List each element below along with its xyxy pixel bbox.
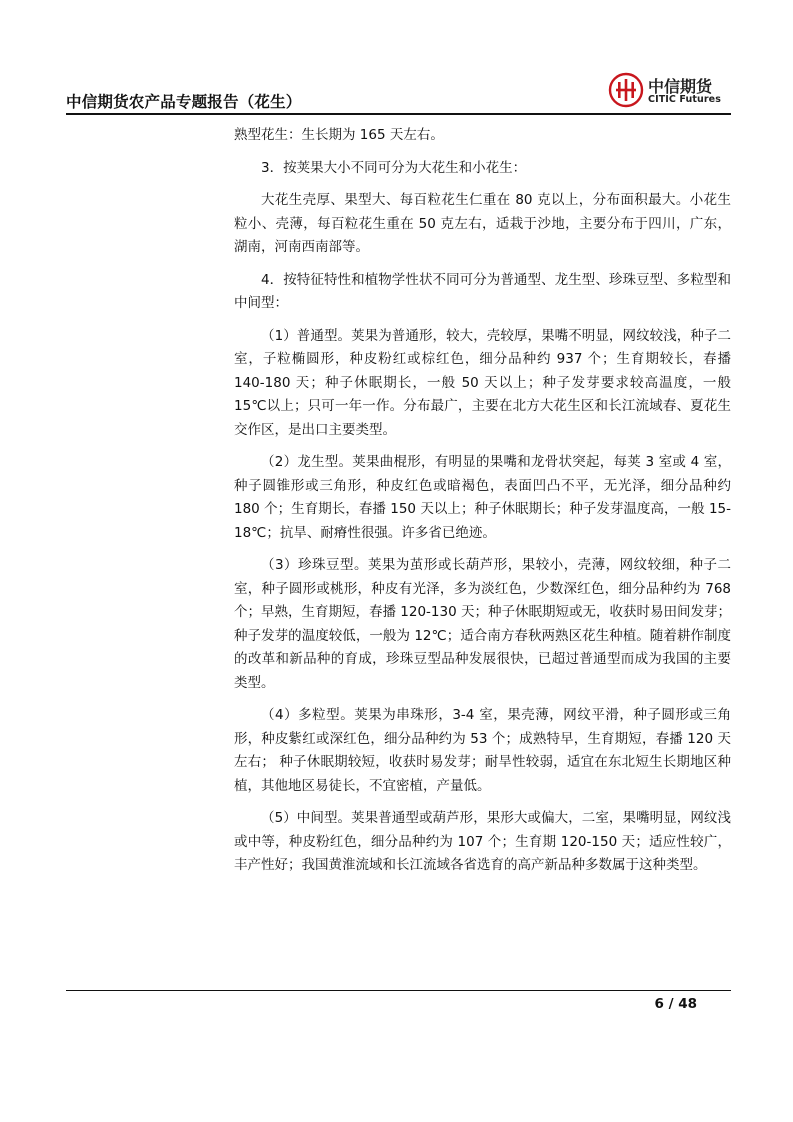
citic-futures-logo bbox=[608, 72, 728, 112]
paragraph-common-type: （1）普通型。荚果为普通形，较大，壳较厚，果嘴不明显，网纹较浅，种子二室，子粒椭圆形，种皮粉红或棕红色，细分品种约 937 个；生育期较长，春播 140-180 天；种子休眠期长，一般 50 天以上；种子发芽要求较高温度，一般 15℃以上；只可一年一作。分布最广，主要在北方大花生区和长江流域春、夏花生交作区，是出口主要类型。 bbox=[234, 327, 731, 438]
paragraph-intermediate-type: （5）中间型。荚果普通型或葫芦形，果形大或偏大，二室，果嘴明显，网纹浅或中等，种皮粉红色，细分品种约为 107 个；生育期 120-150 天；适应性较广，丰产性好；我国黄淮流域和长江流域各省选育的高产新品种多数属于这种类型。 bbox=[234, 810, 731, 873]
paragraph-trait-classification: 4．按特征特性和植物学性状不同可分为普通型、龙生型、珍珠豆型、多粒型和中间型： bbox=[234, 271, 731, 311]
paragraph-ripe-type: 熟型花生：生长期为 165 天左右。 bbox=[234, 127, 444, 143]
header-divider bbox=[66, 113, 731, 115]
report-title: 中信期货农产品专题报告（花生） bbox=[66, 93, 302, 111]
paragraph-pearl-bean-type: （3）珍珠豆型。荚果为茧形或长葫芦形，果较小，壳薄，网纹较细，种子二室，种子圆形或桃形，种皮有光泽，多为淡红色，少数深红色，细分品种约为 768 个；早熟，生育期短，春播 120-130 天；种子休眠期短或无，收获时易田间发芽；种子发芽的温度较低，一般为 12℃；适合南方春秋两熟区花生种植。随着耕作制度的改革和新品种的育成，珍珠豆型品种发展很快，已超过普通型而成为我国的主要类型。 bbox=[234, 557, 731, 691]
paragraph-large-small-peanut: 大花生壳厚、果型大、每百粒花生仁重在 80 克以上，分布面积最大。小花生粒小、壳薄，每百粒花生重在 50 克左右，适栽于沙地，主要分布于四川，广东，湖南，河南西南部等。 bbox=[234, 192, 731, 255]
logo-english-name: CITIC Futures bbox=[648, 94, 721, 105]
report-body bbox=[234, 124, 731, 887]
page-number: 6 / 48 bbox=[654, 996, 697, 1012]
logo-chinese-name: 中信期货 bbox=[648, 77, 713, 96]
citic-logo-icon bbox=[608, 72, 644, 108]
footer-divider bbox=[66, 990, 731, 991]
paragraph-dragon-type: （2）龙生型。荚果曲棍形，有明显的果嘴和龙骨状突起，每荚 3 室或 4 室，种子圆锥形或三角形，种皮红色或暗褐色，表面凹凸不平，无光泽，细分品种约 180 个；生育期长，春播 150 天以上；种子休眠期长；种子发芽温度高，一般 15-18℃；抗旱、耐瘠性很强。许多省已绝迹。 bbox=[234, 454, 731, 541]
paragraph-multi-seed-type: （4）多粒型。荚果为串珠形，3-4 室，果壳薄，网纹平滑，种子圆形或三角形，种皮紫红或深红色，细分品种约为 53 个；成熟特早，生育期短，春播 120 天左右； 种子休眠期较短，收获时易发芽；耐旱性较弱，适宜在东北短生长期地区种植，其他地区易徒长，不宜密植，产量低。 bbox=[234, 707, 731, 794]
paragraph-size-classification: 3．按荚果大小不同可分为大花生和小花生： bbox=[261, 159, 527, 176]
